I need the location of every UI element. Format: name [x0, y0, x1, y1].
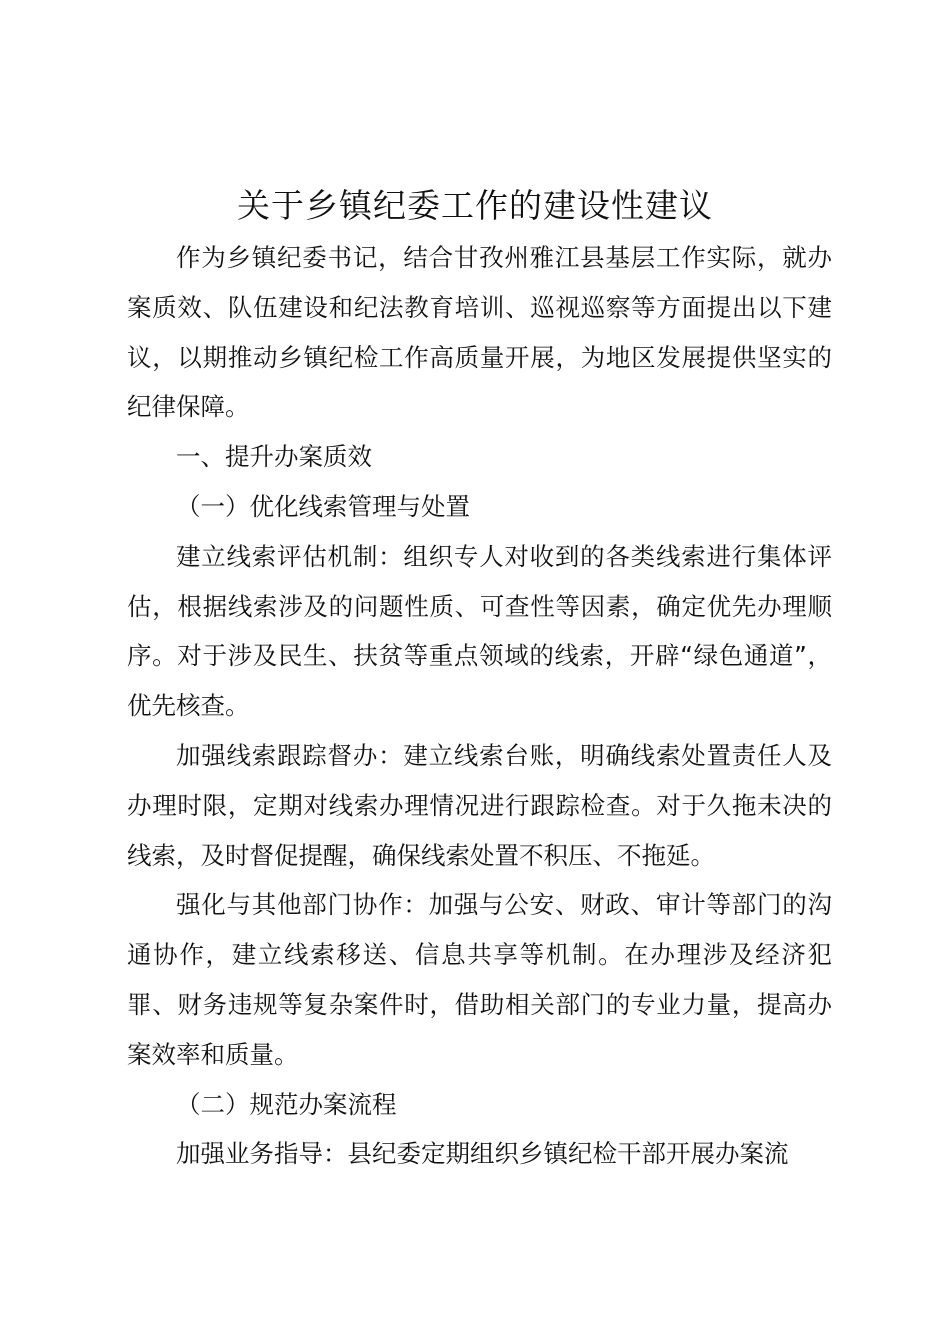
- paragraph-business-guidance: 加强业务指导：县纪委定期组织乡镇纪检干部开展办案流: [176, 1139, 789, 1169]
- paragraph-clue-tracking: 加强线索跟踪督办：建立线索台账，明确线索处置责任人及办理时限，定期对线索办理情况进行跟踪检查。对于久拖未决的线索，及时督促提醒，确保线索处置不积压、不拖延。: [127, 740, 832, 870]
- intro-paragraph: 作为乡镇纪委书记，结合甘孜州雅江县基层工作实际，就办案质效、队伍建设和纪法教育培训、巡视巡察等方面提出以下建议，以期推动乡镇纪检工作高质量开展，为地区发展提供坚实的纪律保障。: [127, 243, 832, 422]
- document-title: 关于乡镇纪委工作的建设性建议: [237, 186, 713, 225]
- section-heading-1: 一、提升办案质效: [176, 442, 372, 472]
- paragraph-clue-evaluation: 建立线索评估机制：组织专人对收到的各类线索进行集体评估，根据线索涉及的问题性质、可查性等因素，确定优先办理顺序。对于涉及民生、扶贫等重点领域的线索，开辟“绿色通道”，优先核查。: [127, 541, 832, 721]
- paragraph-department-cooperation: 强化与其他部门协作：加强与公安、财政、审计等部门的沟通协作，建立线索移送、信息共享等机制。在办理涉及经济犯罪、财务违规等复杂案件时，借助相关部门的专业力量，提高办案效率和质量。: [127, 890, 832, 1069]
- document-body: [127, 233, 832, 1179]
- subsection-heading-2: （二）规范办案流程: [176, 1089, 397, 1119]
- subsection-heading-1: （一）优化线索管理与处置: [176, 491, 470, 521]
